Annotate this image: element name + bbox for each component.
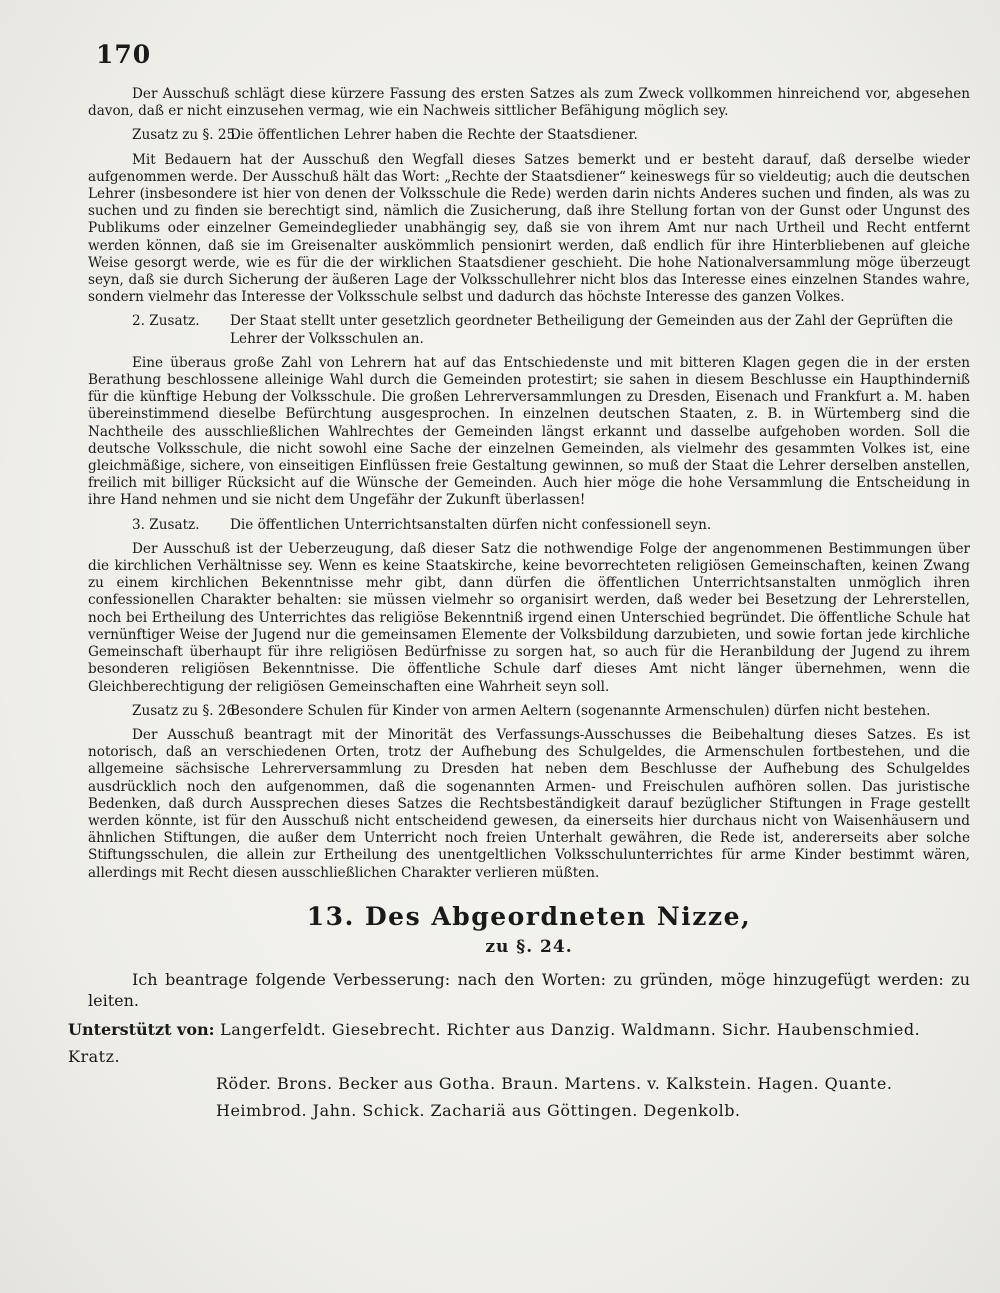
paragraph-5: Der Ausschuß beantragt mit der Minorität des Verfassungs-Ausschusses die Beibehaltung dieses Satzes. Es ist notorisch, daß an verschiedenen Orten, trotz der Aufhebung des Schulgeldes, die Armenschulen fortbestehen, und die allgemeine sächsische Lehrerversammlung zu Dresden hat neben dem Beschlusse der Aufhebung des Schulgeldes ausdrücklich noch den aufgenommen, daß die sogenannten Armen- und Freischulen aufhören sollen. Das juristische Bedenken, daß durch Aussprechen dieses Satzes die Rechtsbeständigkeit darauf bezüglicher Stiftungen in Frage gestellt werden könnte, ist für den Ausschuß nicht entscheidend gewesen, da einerseits hier durchaus nicht von Waisenhäusern und ähnlichen Stiftungen, die außer dem Unterricht noch freien Unterhalt gewähren, die Rede ist, andererseits aber solche Stiftungsschulen, die allein zur Ertheilung des unentgeltlichen Volksschulunterrichtes für arme Kinder bestimmt wären, allerdings mit Recht diesen ausschließlichen Charakter verlieren müßten. (88, 726, 970, 881)
zusatz-26-text: Besondere Schulen für Kinder von armen Aeltern (sogenannte Armenschulen) dürfen nicht bestehen. (230, 702, 931, 719)
zusatz-26 (88, 703, 970, 720)
amendment-text: Ich beantrage folgende Verbesserung: nach den Worten: zu gründen, möge hinzugefügt werden: zu leiten. (88, 969, 970, 1010)
zusatz-26-label: Zusatz zu §. 26. (132, 702, 240, 719)
zusatz-3-label: 3. Zusatz. (132, 516, 200, 533)
page-number: 170 (96, 40, 152, 69)
supporters-row-3: Heimbrod. Jahn. Schick. Zachariä aus Göttingen. Degenkolb. (216, 1100, 741, 1120)
paragraph-3: Eine überaus große Zahl von Lehrern hat auf das Entschiedenste und mit bitteren Klagen gegen die in der ersten Berathung beschlossene alleinige Wahl durch die Gemeinden protestirt; sie sahen in diesem Beschlusse ein Haupthinderniß für die künftige Hebung der Volksschule. Die großen Lehrerversammlungen zu Dresden, Eisenach und Frankfurt a. M. haben übereinstimmend dieselbe Befürchtung ausgesprochen. In einzelnen deutschen Staaten, z. B. in Würtemberg sind die Nachtheile des ausschließlichen Wahlrechtes der Gemeinden längst erkannt und dasselbe aufgehoben worden. Soll die deutsche Volksschule, die nicht sowohl eine Sache der einzelnen Gemeinden, als vielmehr des gesammten Volkes ist, eine gleichmäßige, sichere, von einseitigen Einflüssen freie Gestaltung gewinnen, so muß der Staat die Lehrer derselben anstellen, freilich mit billiger Rücksicht auf die Wünsche der Gemeinden. Auch hier möge die hohe Versammlung die Entscheidung in ihre Hand nehmen und sie nicht dem Ungefähr der Zukunft überlassen! (88, 354, 970, 509)
section-heading: 13. Des Abgeordneten Nizze, (306, 901, 752, 931)
supporters-block (68, 1016, 970, 1124)
supporters-names-1: Langerfeldt. Giesebrecht. Richter aus Danzig. Waldmann. Sichr. Haubenschmied. Kratz. (68, 1019, 921, 1066)
supporters-row-1 (68, 1016, 970, 1070)
zusatz-2-text: Der Staat stellt unter gesetzlich geordneter Betheiligung der Gemeinden aus der Zahl der Geprüften die Lehrer der Volksschulen an. (230, 313, 954, 347)
zusatz-3 (88, 517, 970, 534)
zusatz-25 (88, 127, 970, 144)
paragraph-1: Der Ausschuß schlägt diese kürzere Fassung des ersten Satzes als zum Zweck vollkommen hinreichend vor, abgesehen davon, daß er nicht einzusehen vermag, wie ein Nachweis sittlicher Befähigung möglich sey. (88, 86, 970, 120)
zusatz-25-label: Zusatz zu §. 25. (132, 127, 240, 144)
body-text (68, 86, 970, 1124)
paragraph-2: Mit Bedauern hat der Ausschuß den Wegfall dieses Satzes bemerkt und er besteht darauf, daß derselbe wieder aufgenommen werde. Der Ausschuß hält das Wort: „Rechte der Staatsdiener“ keineswegs für so vieldeutig; auch die deutschen Lehrer (insbesondere ist hier von denen der Volksschule die Rede) werden darin nichts Anderes suchen und finden, als was zu suchen und zu finden sie berechtigt sind, nämlich die Zusicherung, daß ihre Stellung fortan von der Gunst oder Ungunst des Publikums oder einzelner Gemeindeglieder unabhängig sey, daß sie von ihrem Amt nur nach Urtheil und Recht entfernt werden können, daß sie im Greisenalter auskömmlich pensionirt werden, daß endlich für ihre Hinterbliebenen auf gleiche Weise gesorgt werde, wie es für die der wirklichen Staatsdiener geschieht. Die hohe Nationalversammlung möge überzeugt seyn, daß sie durch Sicherung der äußeren Lage der Volksschullehrer nicht blos das Interesse eines einzelnen Standes wahre, sondern vielmehr das Interesse der Volksschule selbst und dadurch das höchste Interesse des ganzen Volkes. (88, 151, 970, 306)
zusatz-25-text: Die öffentlichen Lehrer haben die Rechte der Staatsdiener. (230, 127, 638, 144)
zusatz-2-label: 2. Zusatz. (132, 313, 200, 330)
paragraph-4: Der Ausschuß ist der Ueberzeugung, daß dieser Satz die nothwendige Folge der angenommenen Bestimmungen über die kirchlichen Verhältnisse sey. Wenn es keine Staatskirche, keine bevorrechteten religiösen Gemeinschaften, keinen Zwang zu einem kirchlichen Bekenntnisse mehr gibt, dann dürfen die öffentlichen Unterrichtsanstalten unmöglich ihren confessionellen Charakter behalten: sie müssen vielmehr so organisirt werden, daß weder bei Besetzung der Lehrerstellen, noch bei Ertheilung des Unterrichtes das religiöse Bekenntniß irgend einen Unterschied begründet. Die öffentliche Schule hat vernünftiger Weise der Jugend nur die gemeinsamen Elemente der Volksbildung darzubieten, und sowie fortan jede kirchliche Gemeinschaft überhaupt für ihre religiösen Bedürfnisse zu sorgen hat, so auch für die Heranbildung der Jugend zu ihrem besonderen religiösen Bekenntnisse. Die öffentliche Schule darf dieses Amt nicht länger übernehmen, wenn die Gleichberechtigung der religiösen Gemeinschaften eine Wahrheit seyn soll. (88, 540, 970, 695)
section-subheading: zu §. 24. (485, 936, 573, 957)
supporters-row-2: Röder. Brons. Becker aus Gotha. Braun. Martens. v. Kalkstein. Hagen. Quante. (216, 1073, 893, 1093)
zusatz-2 (88, 313, 970, 347)
supported-label: Unterstützt von: (68, 1019, 215, 1039)
zusatz-3-text: Die öffentlichen Unterrichtsanstalten dürfen nicht confessionell seyn. (230, 516, 712, 533)
